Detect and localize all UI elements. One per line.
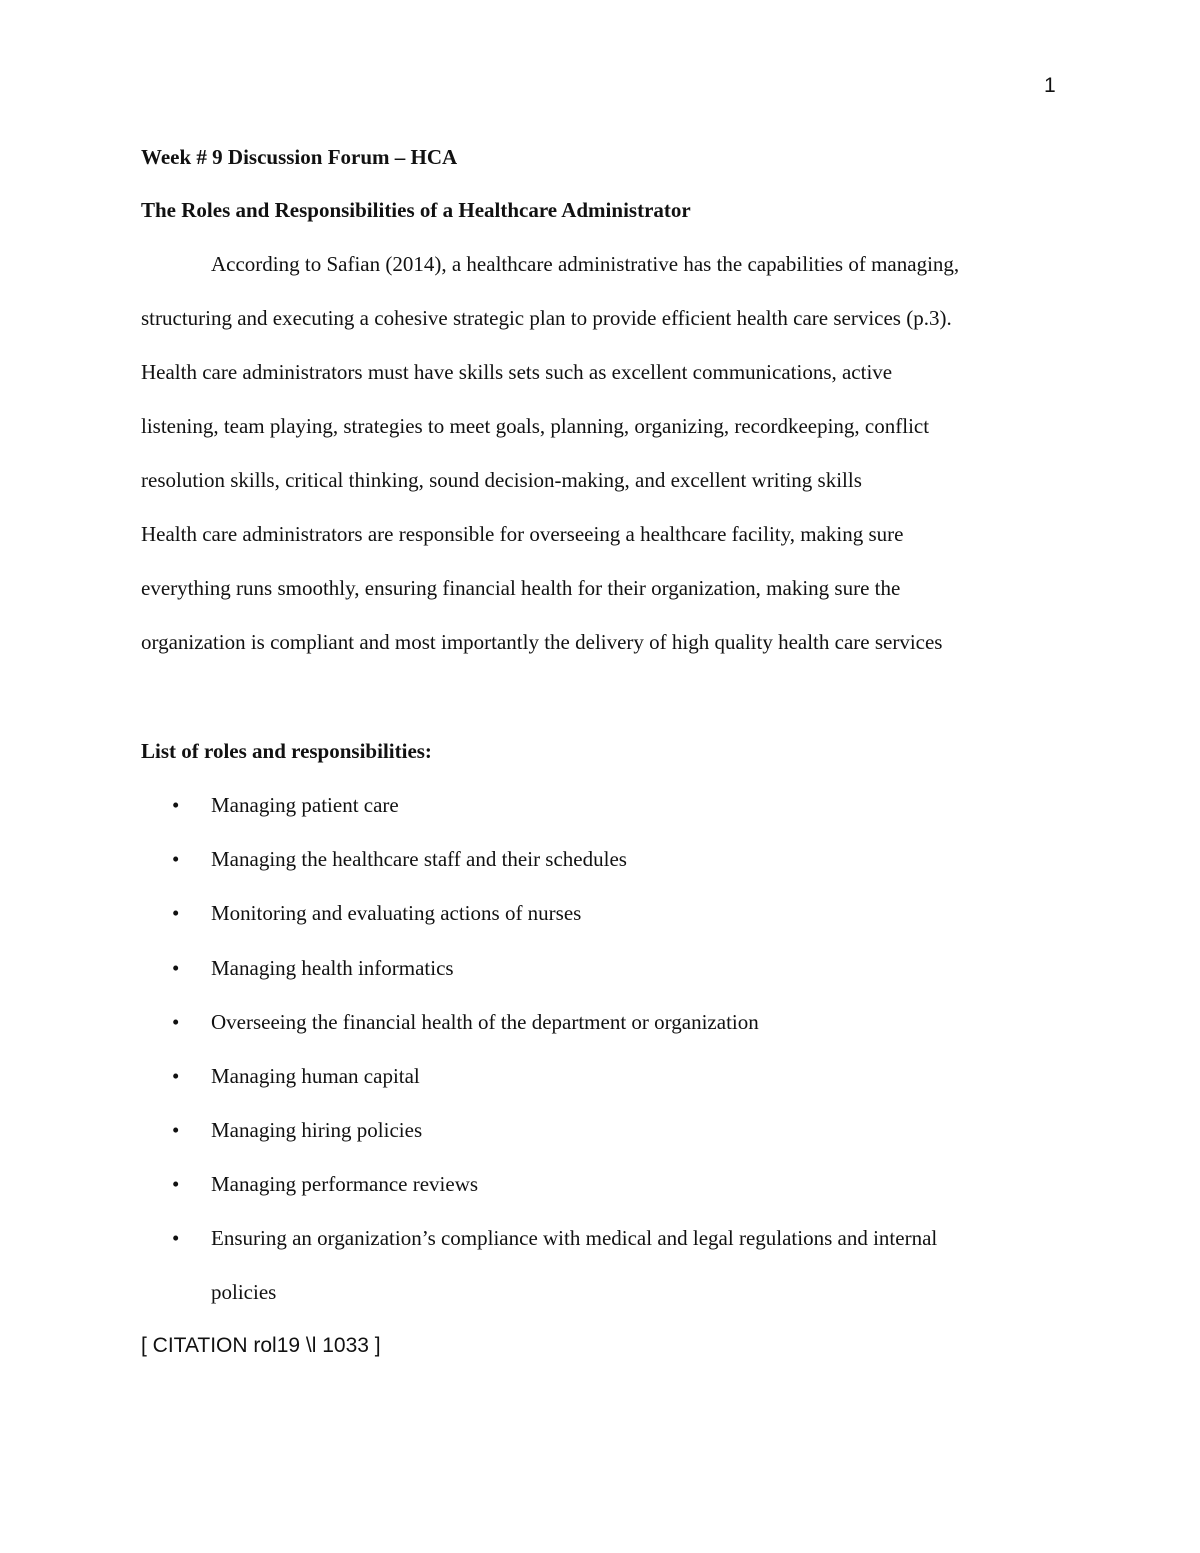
paragraph-line: According to Safian (2014), a healthcare administrative has the capabilities of managing,	[211, 252, 960, 276]
list-item-continuation: policies	[211, 1280, 277, 1304]
paragraph-line: resolution skills, critical thinking, sound decision-making, and excellent writing skills	[141, 468, 862, 492]
list-item: Managing the healthcare staff and their schedules	[211, 847, 627, 871]
paragraph-line: Health care administrators must have skills sets such as excellent communications, active	[141, 360, 893, 384]
bullet-icon: •	[172, 1172, 180, 1196]
paragraph-line: everything runs smoothly, ensuring financial health for their organization, making sure the	[141, 576, 901, 600]
list-item: Managing patient care	[211, 793, 399, 817]
page-number: 1	[1044, 74, 1056, 97]
list-item: Managing human capital	[211, 1064, 420, 1088]
bullet-icon: •	[172, 956, 180, 980]
section-heading: The Roles and Responsibilities of a Healthcare Administrator	[141, 198, 691, 222]
bullet-icon: •	[172, 901, 180, 925]
bullet-icon: •	[172, 847, 180, 871]
list-item: Monitoring and evaluating actions of nurses	[211, 901, 582, 925]
bullet-icon: •	[172, 1010, 180, 1034]
bullet-icon: •	[172, 1226, 180, 1250]
list-item: Managing performance reviews	[211, 1172, 479, 1196]
list-heading: List of roles and responsibilities:	[141, 739, 432, 763]
paragraph-line: listening, team playing, strategies to meet goals, planning, organizing, recordkeeping, conflict	[141, 414, 930, 438]
paragraph-line: structuring and executing a cohesive strategic plan to provide efficient health care services (p.3).	[141, 306, 952, 330]
bullet-icon: •	[172, 793, 180, 817]
list-item: Managing hiring policies	[211, 1118, 423, 1142]
list-item: Managing health informatics	[211, 956, 454, 980]
bullet-icon: •	[172, 1118, 180, 1142]
bullet-icon: •	[172, 1064, 180, 1088]
document-title: Week # 9 Discussion Forum – HCA	[141, 145, 458, 169]
paragraph-line: Health care administrators are responsible for overseeing a healthcare facility, making sure	[141, 522, 904, 546]
citation-field: [ CITATION rol19 \l 1033 ]	[141, 1334, 381, 1357]
list-item: Overseeing the financial health of the department or organization	[211, 1010, 759, 1034]
paragraph-line: organization is compliant and most importantly the delivery of high quality health care services	[141, 630, 943, 654]
list-item: Ensuring an organization’s compliance with medical and legal regulations and internal	[211, 1226, 938, 1250]
